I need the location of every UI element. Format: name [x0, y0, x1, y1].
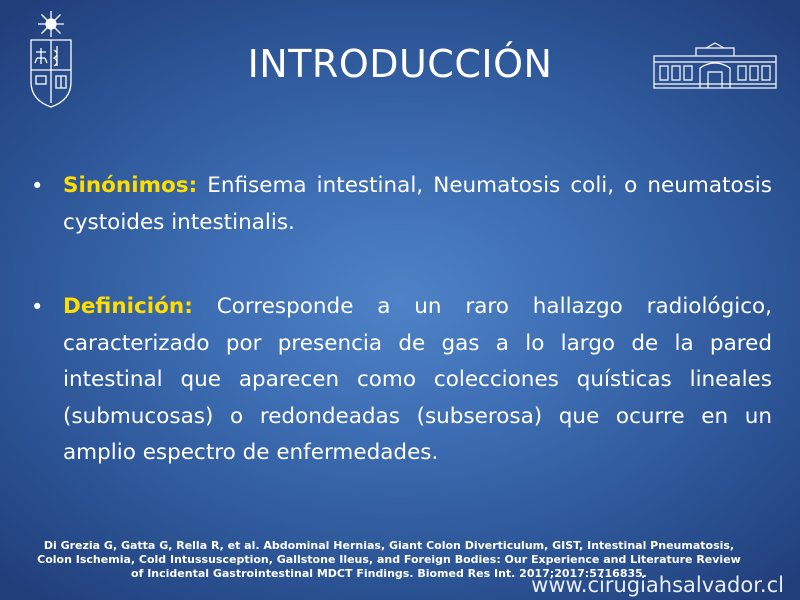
bullet-text: Enfisema intestinal, Neumatosis coli, o neumatosis cystoides intestinalis. — [63, 173, 772, 235]
hospital-building-logo — [652, 42, 778, 90]
bullet-term: Sinónimos: — [63, 173, 198, 198]
bullet-dot-icon: • — [31, 295, 44, 319]
bullet-list — [30, 168, 772, 472]
bullet-synonyms — [30, 168, 772, 241]
reference-line: Di Grezia G, Gatta G, Rella R, et al. Abdominal Hernias, Giant Colon Diverticulum, GIST, Intestinal Pneumatosis, — [43, 539, 735, 552]
slide-title: INTRODUCCIÓN — [247, 42, 553, 86]
bullet-text: Corresponde a un raro hallazgo radiológico, caracterizado por presencia de gas a lo largo de la pared intestinal que aparecen como colecciones quísticas lineales (submucosas) o redondeadas (subserosa) que ocurre en un amplio espectro de enfermedades. — [63, 294, 772, 465]
reference-line: of Incidental Gastrointestinal MDCT Findings. Biomed Res Int. 2017;2017:5716835. — [131, 567, 647, 580]
sun-star-icon — [38, 11, 64, 37]
bullet-term: Definición: — [63, 294, 193, 319]
bullet-dot-icon: • — [31, 174, 44, 198]
website-url: www.cirugiahsalvador.cl — [531, 573, 784, 597]
reference-line: Colon Ischemia, Cold Intussusception, Gallstone Ileus, and Foreign Bodies: Our Experience and Literature Review — [37, 553, 741, 566]
bullet-definition — [30, 289, 772, 472]
university-crest-logo — [26, 10, 76, 110]
